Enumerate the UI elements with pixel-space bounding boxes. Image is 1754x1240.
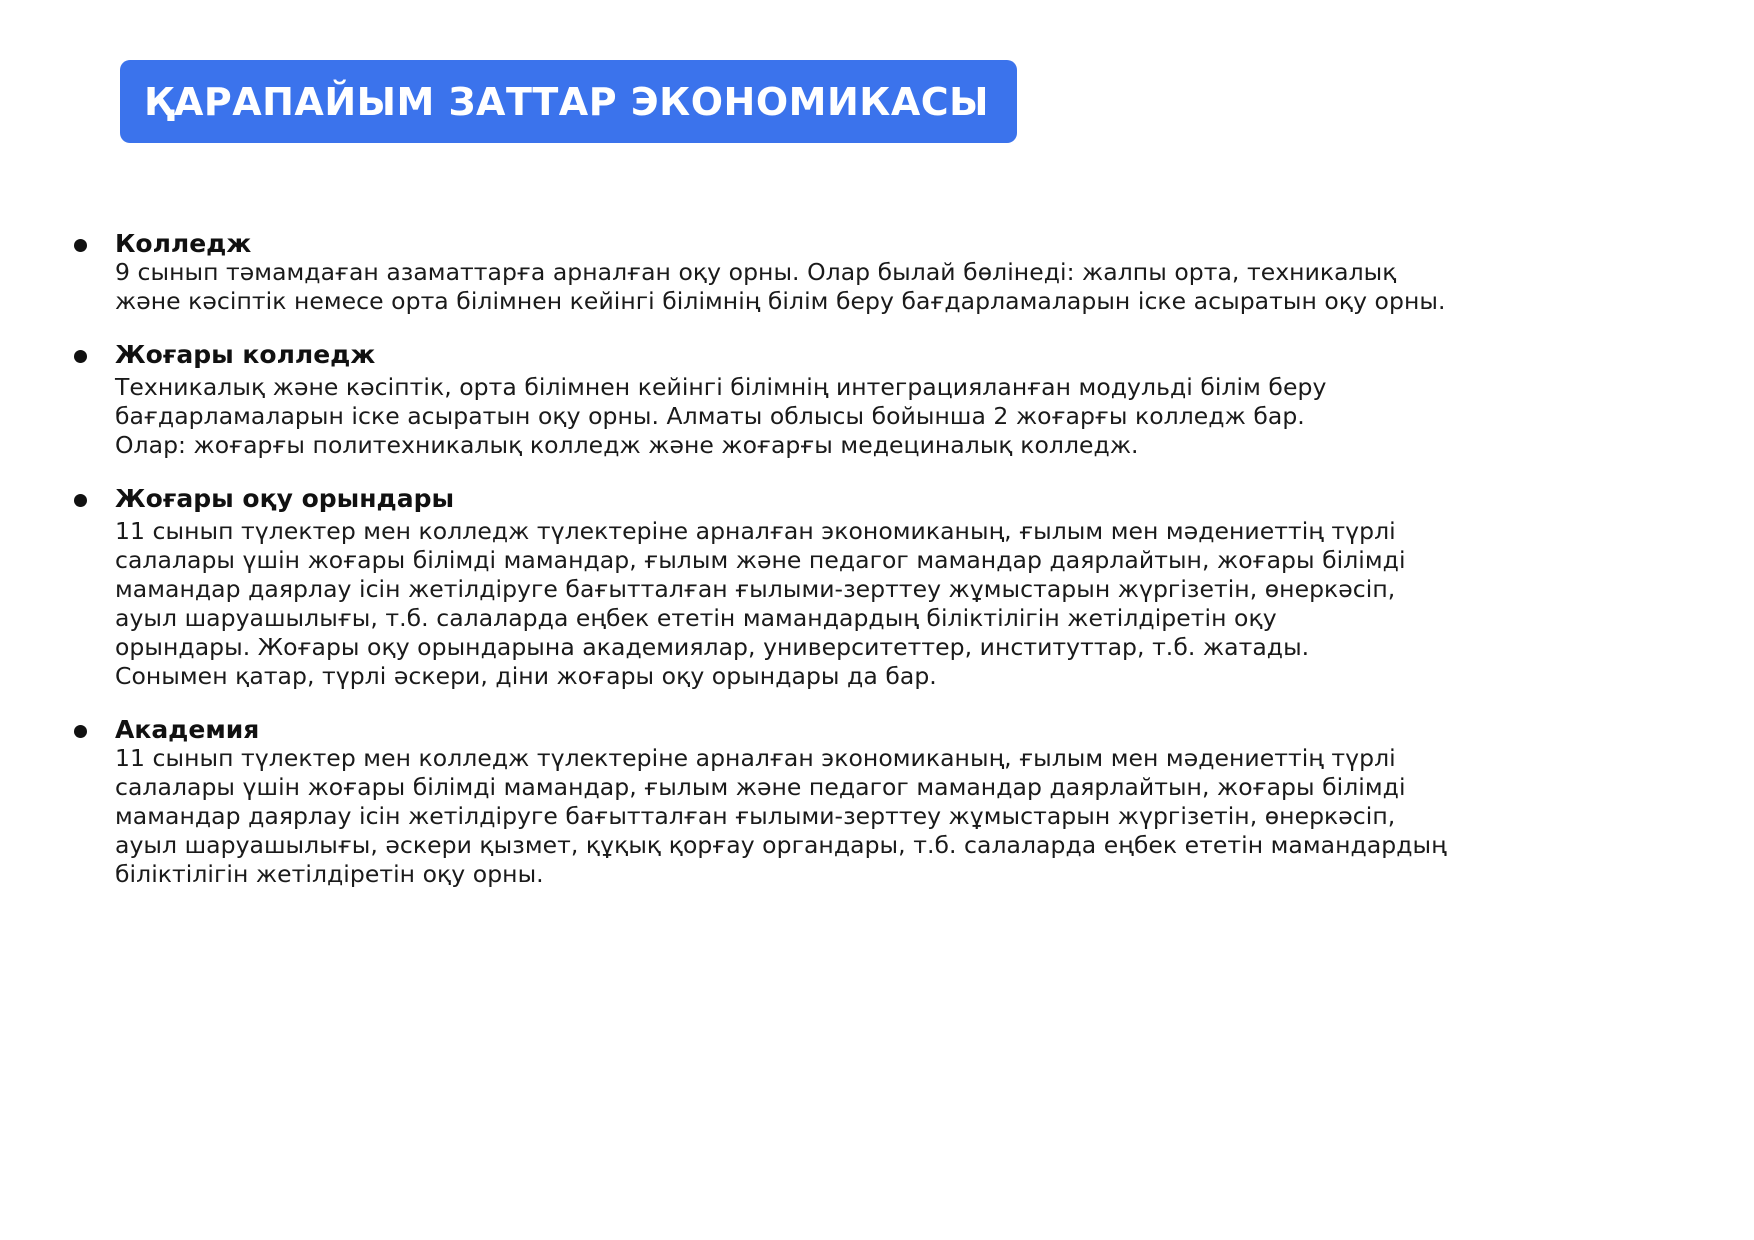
section-title: Жоғары колледж xyxy=(115,340,376,369)
bullet-icon xyxy=(74,350,87,363)
section-body: 9 сынып тәмамдаған азаматтарға арналған оқу орны. Олар былай бөлінеді: жалпы орта, техникалық және кәсіптік немесе орта білімнен кейінгі білімнің білім беру бағдарламаларын іске асыратын оқу орны. xyxy=(115,258,1446,315)
page-title: ҚАРАПАЙЫМ ЗАТТАР ЭКОНОМИКАСЫ xyxy=(144,79,989,124)
section-title: Академия xyxy=(115,715,260,744)
bullet-icon xyxy=(74,725,87,738)
bullet-icon xyxy=(74,494,87,507)
section-body: 11 сынып түлектер мен колледж түлектеріне арналған экономиканың, ғылым мен мәдениеттің түрлі салалары үшін жоғары білімді мамандар, ғылым және педагог мамандар даярлайтын, жоғары білімді мамандар даярлау ісін жетілдіруге бағытталған ғылыми-зерттеу жұмыстарын жүргізетін, өнеркәсіп, ауыл шаруашылығы, әскери қызмет, құқық қорғау органдары, т.б. салаларда еңбек ететін мамандардың біліктілігін жетілдіретін оқу орны. xyxy=(115,744,1447,888)
section-body: 11 сынып түлектер мен колледж түлектеріне арналған экономиканың, ғылым мен мәдениеттің түрлі салалары үшін жоғары білімді мамандар, ғылым және педагог мамандар даярлайтын, жоғары білімді мамандар даярлау ісін жетілдіруге бағытталған ғылыми-зерттеу жұмыстарын жүргізетін, өнеркәсіп, ауыл шаруашылығы, т.б. салаларда еңбек ететін мамандардың біліктілігін жетілдіретін оқу орындары. Жоғары оқу орындарына академиялар, университеттер, институттар, т.б. жатады. Сонымен қатар, түрлі әскери, діни жоғары оқу орындары да бар. xyxy=(115,517,1406,690)
section-title: Колледж xyxy=(115,229,252,258)
section-body: Техникалық және кәсіптік, орта білімнен кейінгі білімнің интеграцияланған модульді білім беру бағдарламаларын іске асыратын оқу орны. Алматы облысы бойынша 2 жоғарғы колледж бар. Олар: жоғарғы политехникалық колледж және жоғарғы медециналық колледж. xyxy=(115,373,1327,459)
section-title: Жоғары оқу орындары xyxy=(115,484,455,513)
bullet-icon xyxy=(74,239,87,252)
